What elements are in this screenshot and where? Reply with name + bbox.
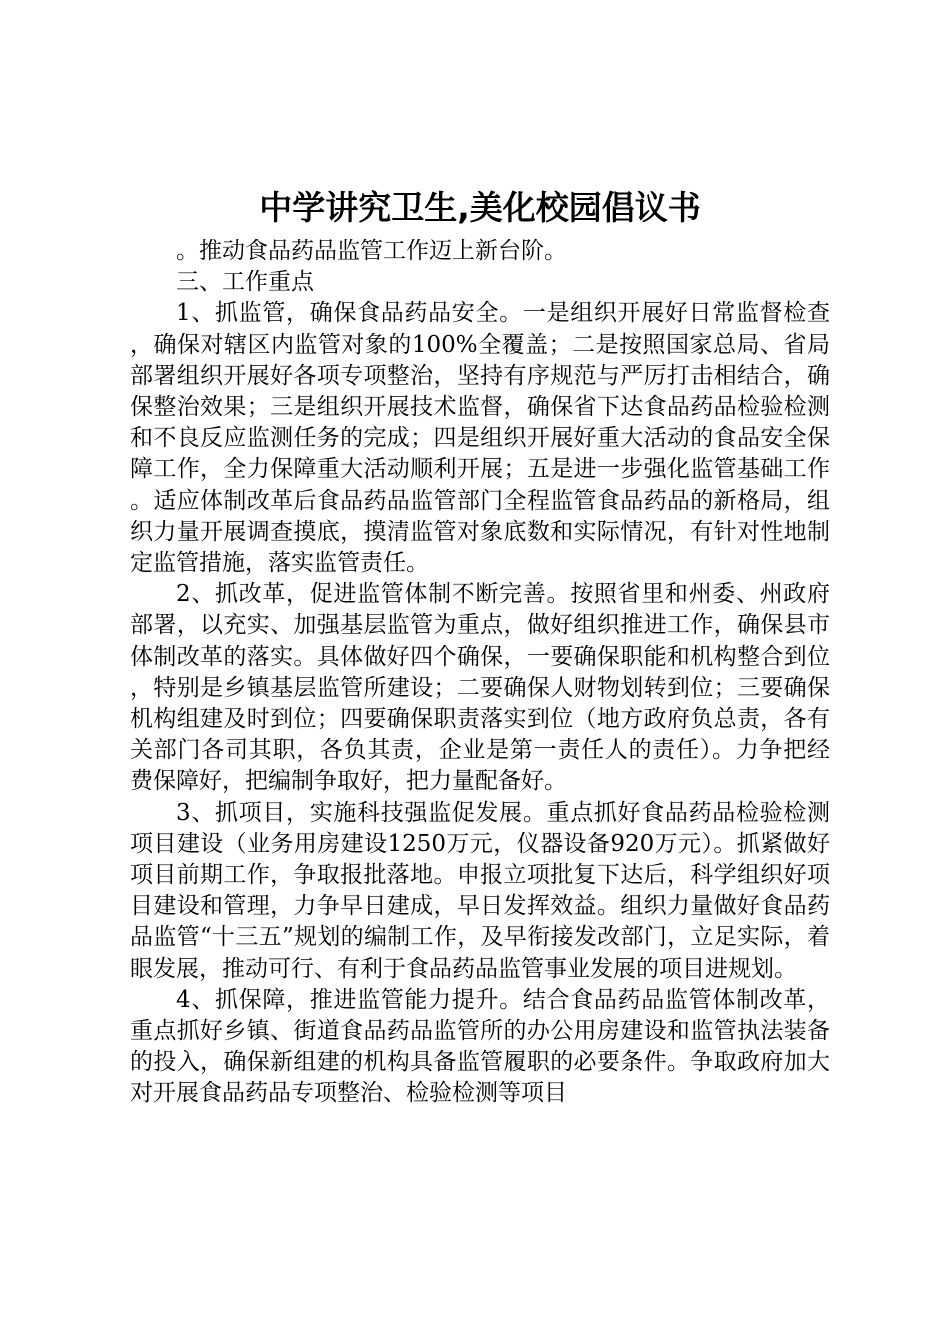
paragraph-projects: 3、抓项目，实施科技强监促发展。重点抓好食品药品检验检测项目建设（业务用房建设1250万元，仪器设备920万元）。抓紧做好项目前期工作，争取报批落地。申报立项批复下达后，科学组织好项目建设和管理，力争早日建成，早日发挥效益。组织力量做好食品药品监管“十三五”规划的编制工作，及早衔接发改部门，立足实际，着眼发展，推动可行、有利于食品药品监管事业发展的项目进规划。 (130, 799, 830, 982)
paragraph-guarantee: 4、抓保障，推进监管能力提升。结合食品药品监管体制改革，重点抓好乡镇、街道食品药品监管所的办公用房建设和监管执法装备的投入，确保新组建的机构具备监管履职的必要条件。争取政府加大对开展食品药品专项整治、检验检测等项目 (130, 986, 830, 1107)
paragraph-intro: 。推动食品药品监管工作迈上新台阶。 (176, 238, 567, 264)
section-heading-work-focus: 三、工作重点 (176, 269, 314, 296)
paragraph-reform: 2、抓改革，促进监管体制不断完善。按照省里和州委、州政府部署，以充实、加强基层监管为重点，做好组织推进工作，确保县市体制改革的落实。具体做好四个确保，一要确保职能和机构整合到位，特别是乡镇基层监管所建设；二要确保人财物划转到位；三要确保机构组建及时到位；四要确保职责落实到位（地方政府负总责，各有关部门各司其职，各负其责，企业是第一责任人的责任）。力争把经费保障好，把编制争取好，把力量配备好。 (130, 581, 830, 795)
paragraph-supervision: 1、抓监管，确保食品药品安全。一是组织开展好日常监督检查，确保对辖区内监管对象的100%全覆盖；二是按照国家总局、省局部署组织开展好各项专项整治，坚持有序规范与严厉打击相结合，确保整治效果；三是组织开展技术监督，确保省下达食品药品检验检测和不良反应监测任务的完成；四是组织开展好重大活动的食品安全保障工作，全力保障重大活动顺利开展；五是进一步强化监管基础工作。适应体制改革后食品药品监管部门全程监管食品药品的新格局，组织力量开展调查摸底，摸清监管对象底数和实际情况，有针对性地制定监管措施，落实监管责任。 (130, 300, 830, 577)
document-title: 中学讲究卫生,美化校园倡议书 (259, 188, 701, 227)
document-body (130, 236, 830, 1110)
